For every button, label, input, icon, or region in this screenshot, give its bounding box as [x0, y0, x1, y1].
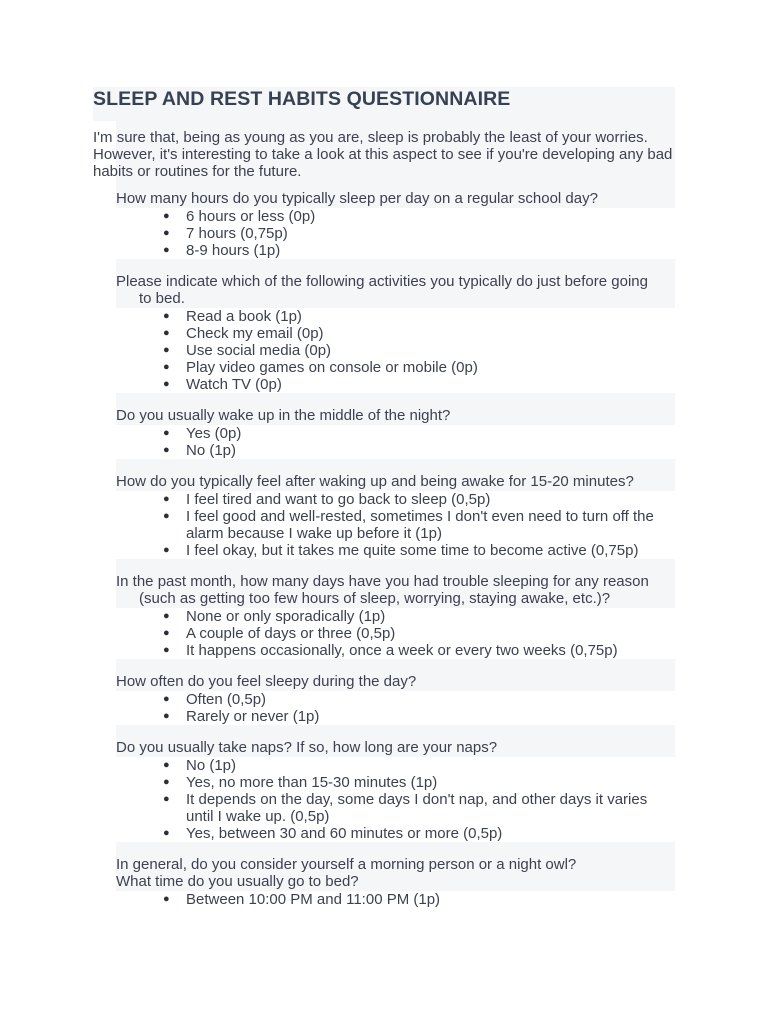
- bullet-icon: ●: [163, 244, 170, 256]
- list-item: ● Check my email (0p): [163, 325, 324, 342]
- list-item: ● It happens occasionally, once a week or every two weeks (0,75p): [163, 642, 618, 659]
- bullet-icon: ●: [163, 644, 170, 656]
- list-item: ● Rarely or never (1p): [163, 708, 320, 725]
- bullet-icon: ●: [163, 793, 170, 805]
- list-item: ● No (1p): [163, 442, 237, 459]
- question-text: Do you usually take naps? If so, how long are your naps?: [116, 725, 675, 757]
- list-item: ● Watch TV (0p): [163, 376, 282, 393]
- bullet-icon: ●: [163, 759, 170, 771]
- list-item: ● Yes, no more than 15-30 minutes (1p): [163, 774, 438, 791]
- bullet-icon: ●: [163, 693, 170, 705]
- option-list: [116, 308, 675, 393]
- question-text: How many hours do you typically sleep per day on a regular school day?: [116, 180, 675, 208]
- option-list: [116, 491, 675, 559]
- page-title: SLEEP AND REST HABITS QUESTIONNAIRE: [93, 88, 511, 110]
- bullet-icon: ●: [163, 493, 170, 505]
- list-item: ● It depends on the day, some days I don't nap, and other days it varies until I wake up. (0,5p): [163, 791, 648, 825]
- intro-section: [93, 121, 675, 180]
- question-5: [116, 559, 675, 659]
- list-item: ● Play video games on console or mobile (0p): [163, 359, 478, 376]
- bullet-icon: ●: [163, 427, 170, 439]
- list-item: ● No (1p): [163, 757, 237, 774]
- question-2: [116, 259, 675, 393]
- bullet-icon: ●: [163, 361, 170, 373]
- question-text: Please indicate which of the following activities you typically do just before going to bed.: [116, 259, 675, 308]
- question-3: [116, 393, 675, 459]
- title-block: [93, 87, 675, 121]
- question-text: Do you usually wake up in the middle of the night?: [116, 393, 675, 425]
- bullet-icon: ●: [163, 444, 170, 456]
- list-item: ● I feel okay, but it takes me quite some time to become active (0,75p): [163, 542, 639, 559]
- list-item: ● Use social media (0p): [163, 342, 332, 359]
- option-list: [116, 757, 675, 842]
- bullet-icon: ●: [163, 710, 170, 722]
- bullet-icon: ●: [163, 344, 170, 356]
- bullet-icon: ●: [163, 610, 170, 622]
- list-item: ● A couple of days or three (0,5p): [163, 625, 396, 642]
- list-item: ● Often (0,5p): [163, 691, 267, 708]
- bullet-icon: ●: [163, 227, 170, 239]
- question-8: [116, 842, 675, 908]
- list-item: ● Yes, between 30 and 60 minutes or more (0,5p): [163, 825, 503, 842]
- question-text: In the past month, how many days have you had trouble sleeping for any reason (such as getting too few hours of sleep, worrying, staying awake, etc.)?: [116, 559, 675, 608]
- bullet-icon: ●: [163, 310, 170, 322]
- bullet-icon: ●: [163, 776, 170, 788]
- bullet-icon: ●: [163, 210, 170, 222]
- question-7: [116, 725, 675, 842]
- intro-paragraph: I'm sure that, being as young as you are, sleep is probably the least of your worries. However, it's interesting to take a look at this aspect to see if you're developing any bad habits or routines for the future.: [93, 129, 673, 180]
- question-6: [116, 659, 675, 725]
- questionnaire-page: [93, 87, 675, 908]
- option-list: [116, 425, 675, 459]
- option-list: [116, 691, 675, 725]
- list-item: ● 6 hours or less (0p): [163, 208, 316, 225]
- option-list: [116, 891, 675, 908]
- bullet-icon: ●: [163, 627, 170, 639]
- question-1: [116, 180, 675, 259]
- bullet-icon: ●: [163, 327, 170, 339]
- list-item: ● None or only sporadically (1p): [163, 608, 386, 625]
- question-4: [116, 459, 675, 559]
- question-text: In general, do you consider yourself a morning person or a night owl? What time do you usually go to bed?: [116, 842, 675, 891]
- list-item: ● 8-9 hours (1p): [163, 242, 281, 259]
- option-list: [116, 208, 675, 259]
- bullet-icon: ●: [163, 544, 170, 556]
- bullet-icon: ●: [163, 827, 170, 839]
- option-list: [116, 608, 675, 659]
- bullet-icon: ●: [163, 510, 170, 522]
- list-item: ● Read a book (1p): [163, 308, 302, 325]
- bullet-icon: ●: [163, 893, 170, 905]
- question-text: How do you typically feel after waking up and being awake for 15-20 minutes?: [116, 459, 675, 491]
- question-text: How often do you feel sleepy during the day?: [116, 659, 675, 691]
- list-item: ● I feel good and well-rested, sometimes I don't even need to turn off the alarm because I wake up before it (1p): [163, 508, 654, 542]
- list-item: ● Between 10:00 PM and 11:00 PM (1p): [163, 891, 441, 908]
- list-item: ● Yes (0p): [163, 425, 242, 442]
- bullet-icon: ●: [163, 378, 170, 390]
- list-item: ● I feel tired and want to go back to sleep (0,5p): [163, 491, 491, 508]
- list-item: ● 7 hours (0,75p): [163, 225, 288, 242]
